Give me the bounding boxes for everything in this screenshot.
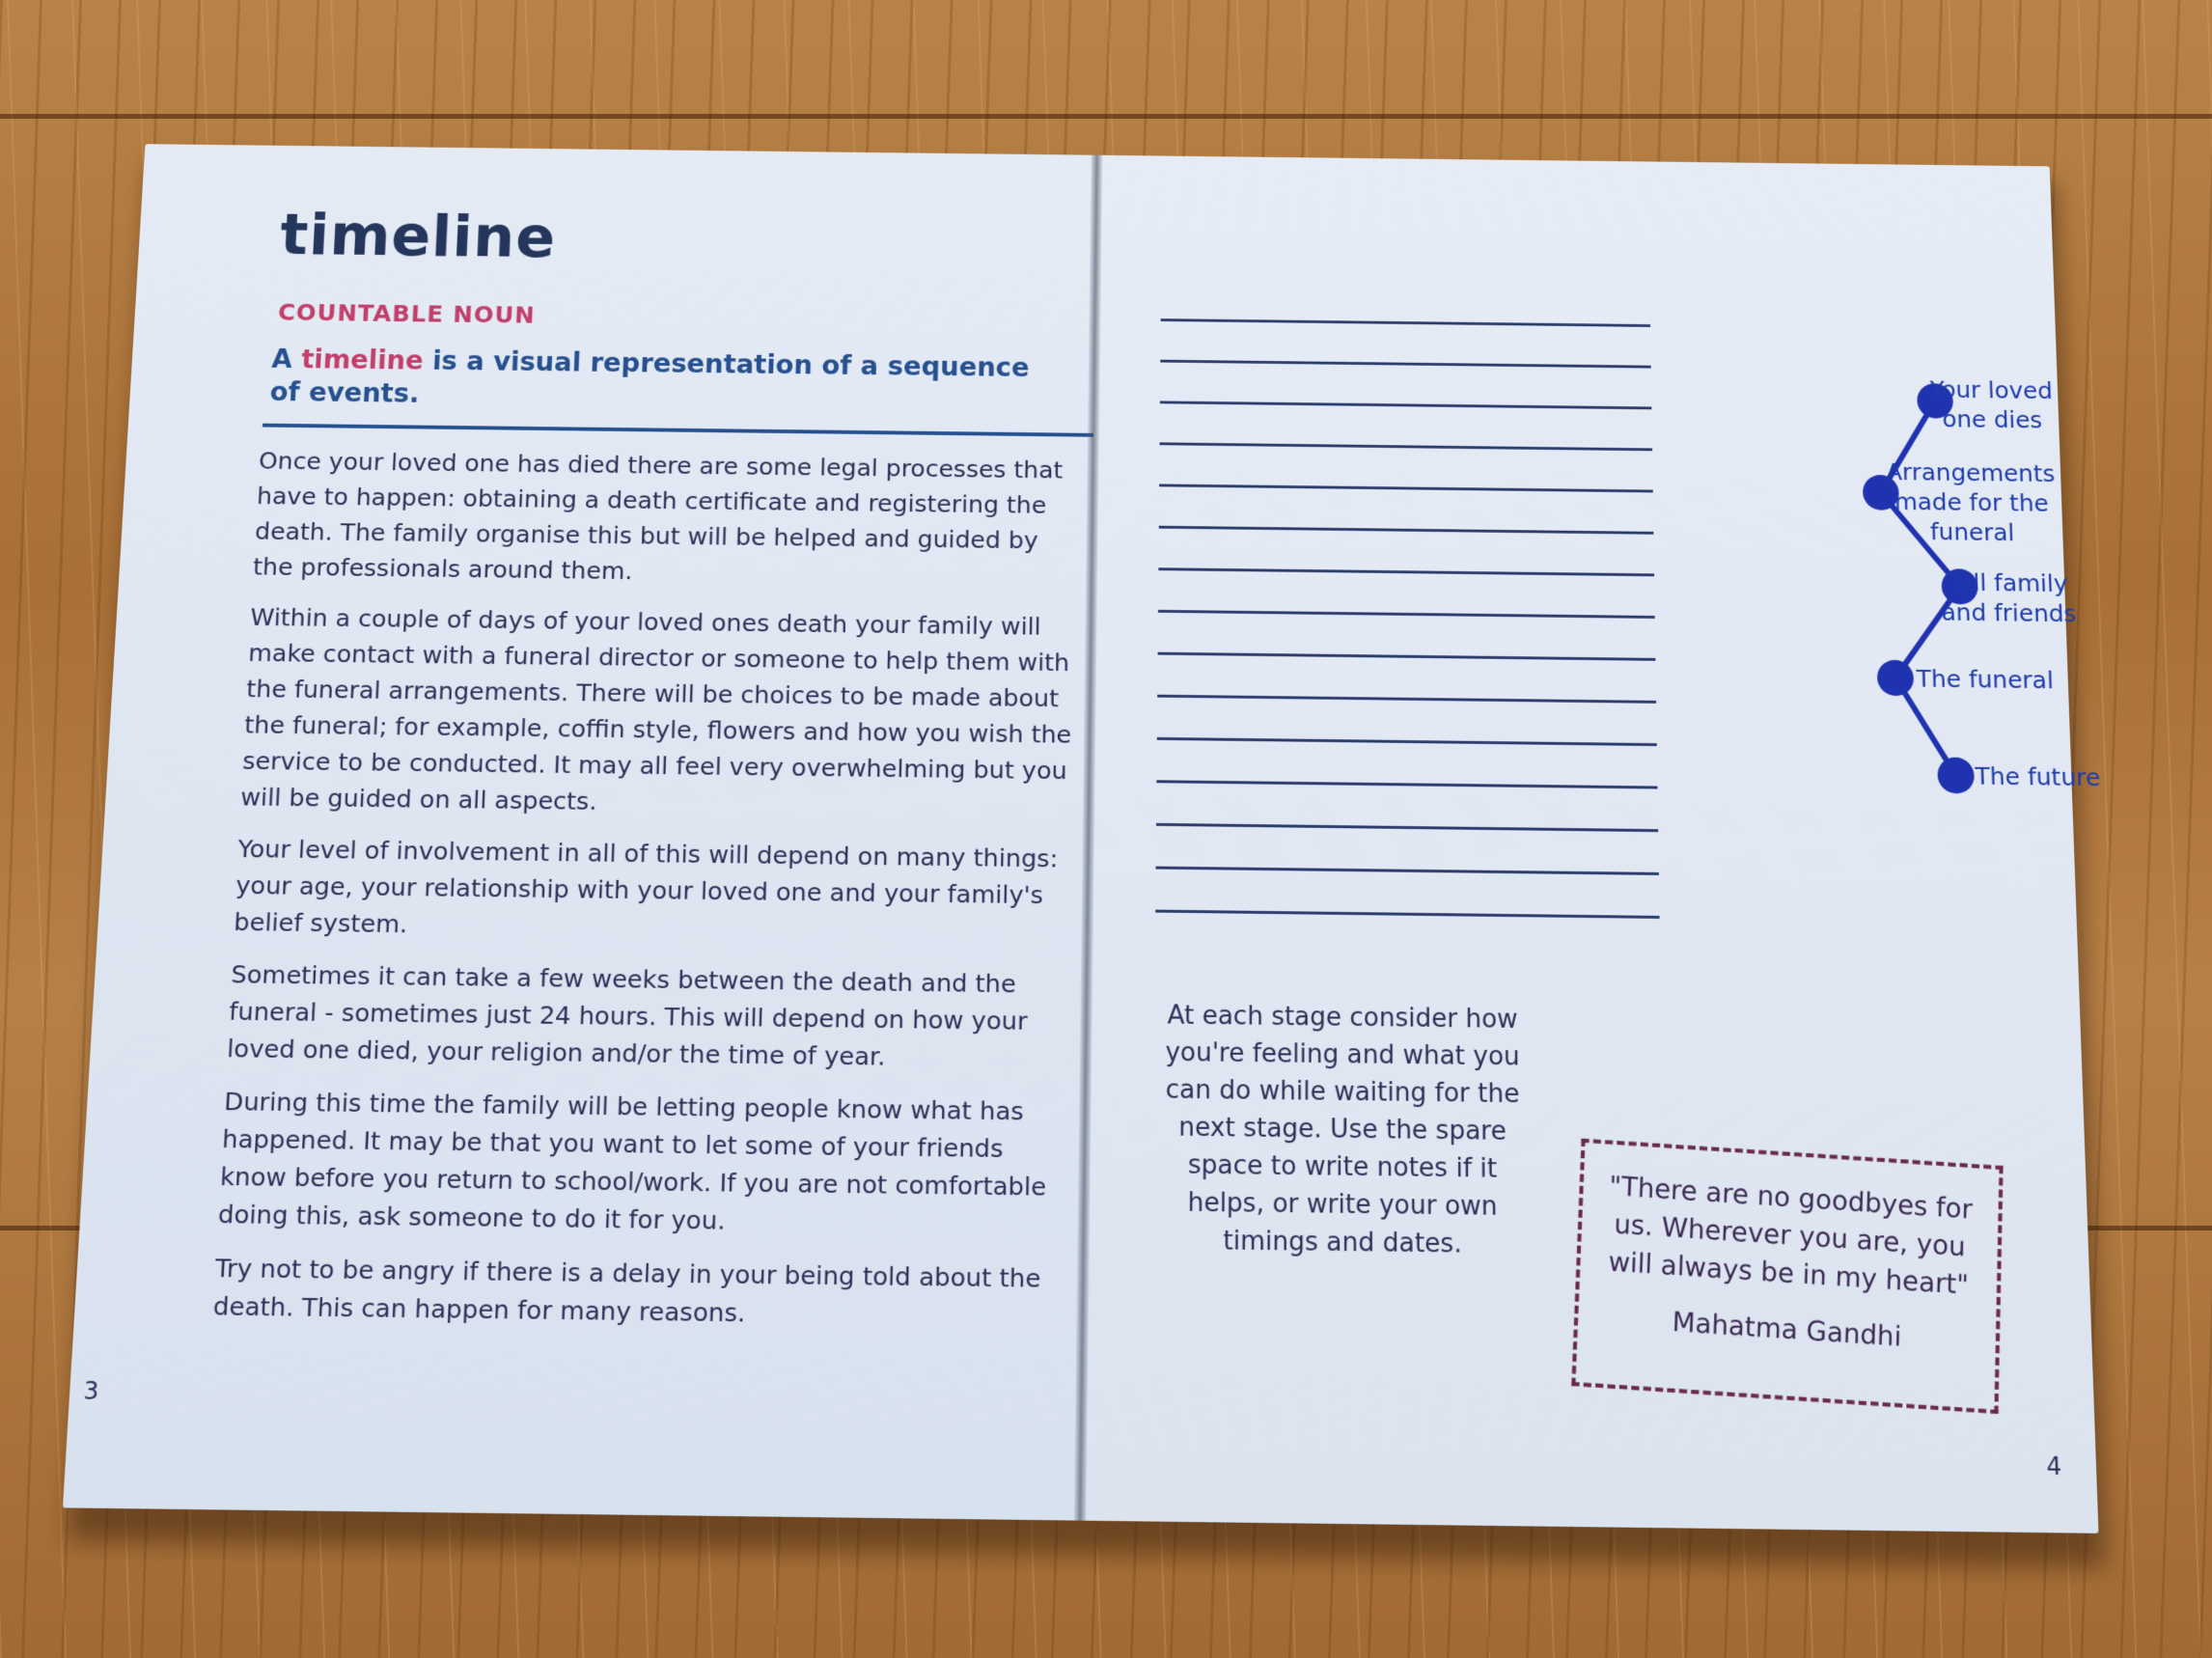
definition-prefix: A	[270, 344, 303, 374]
note-line	[1159, 484, 1653, 492]
page-number-right: 4	[2045, 1451, 2062, 1481]
timeline-label-line: and friends	[1941, 598, 2077, 628]
paragraph: During this time the family will be letting people know what has happened. It may be that you want to let some of your friends know before you return to school/work. If you are not comfortable doing this, ask someone to do it for you.	[217, 1087, 1047, 1236]
timeline-label	[1916, 664, 2054, 696]
note-line	[1155, 910, 1659, 919]
open-booklet	[62, 144, 2099, 1549]
note-line	[1156, 867, 1659, 875]
timeline-label	[1886, 457, 2058, 548]
note-line	[1157, 737, 1657, 746]
paragraph: Sometimes it can take a few weeks between the death and the funeral - sometimes just 24 hours. This will depend on how your loved one died, your religion and/or the time of year.	[226, 960, 1028, 1072]
floor-board-seam	[0, 114, 2212, 119]
timeline-label-line: funeral	[1929, 517, 2015, 546]
definition-rest: is a visual representation of a sequence of events.	[268, 345, 1030, 409]
quote-text: "There are no goodbyes for us. Wherever you are, you will always be in my heart"	[1607, 1171, 1974, 1302]
timeline-label-line: Your loved	[1929, 375, 2054, 404]
note-line	[1158, 610, 1655, 619]
note-line	[1156, 823, 1658, 832]
page-heading: timeline	[278, 201, 558, 271]
timeline-label-line: Arrangements	[1885, 457, 2056, 487]
quote-box	[1571, 1139, 2003, 1414]
timeline-node	[1877, 660, 1915, 697]
quote-author: Mahatma Gandhi	[1672, 1307, 1902, 1353]
timeline-label-line: one dies	[1942, 405, 2043, 434]
note-line	[1160, 442, 1653, 451]
paragraph: Try not to be angry if there is a delay in your being told about the death. This can happen for many reasons.	[212, 1254, 1041, 1329]
body-text	[211, 444, 1084, 1353]
timeline-label	[1929, 375, 2054, 435]
timeline-node	[1937, 757, 1975, 793]
note-line	[1156, 780, 1657, 788]
note-lines	[1155, 318, 1660, 959]
note-line	[1158, 652, 1656, 661]
note-line	[1159, 526, 1654, 535]
paragraph: Within a couple of days of your loved ones death your family will make contact with a funeral director or someone to help them with the funeral arrangements. There will be choices to be made about the funeral; for example, coffin style, flowers and how you wish the service to be conducted. It may all feel very overwhelming but you will be guided on all aspects.	[239, 603, 1072, 816]
timeline-label-line: The future	[1975, 761, 2101, 792]
note-line	[1157, 695, 1656, 704]
note-line	[1161, 318, 1650, 327]
note-line	[1160, 360, 1650, 369]
timeline-label-line: Tell family	[1948, 568, 2068, 597]
note-line	[1160, 401, 1651, 409]
note-line	[1158, 567, 1654, 576]
timeline-label-line: made for the	[1894, 487, 2050, 517]
part-of-speech: COUNTABLE NOUN	[277, 298, 537, 329]
heading-divider	[263, 424, 1095, 437]
paragraph: Once your loved one has died there are some legal processes that have to happen: obtaining a death certificate and registering the death. The family organise this but will be helped and guided by the professionals around them.	[252, 447, 1064, 586]
page-number-left: 3	[82, 1376, 100, 1406]
timeline-label	[1940, 567, 2077, 629]
definition	[269, 343, 1045, 418]
left-page	[63, 144, 1097, 1520]
timeline-label-line: The funeral	[1916, 665, 2055, 695]
definition-highlight: timeline	[300, 344, 425, 376]
right-page	[1080, 155, 2101, 1534]
instructions-text: At each stage consider how you're feeling and what you can do while waiting for the next stage. Use the spare space to write notes if it helps, or write your own timings and dates.	[1165, 1001, 1520, 1259]
paragraph: Your level of involvement in all of this will depend on many things: your age, your relationship with your loved one and your family's belief system.	[233, 835, 1059, 940]
timeline-label	[1975, 761, 2101, 793]
